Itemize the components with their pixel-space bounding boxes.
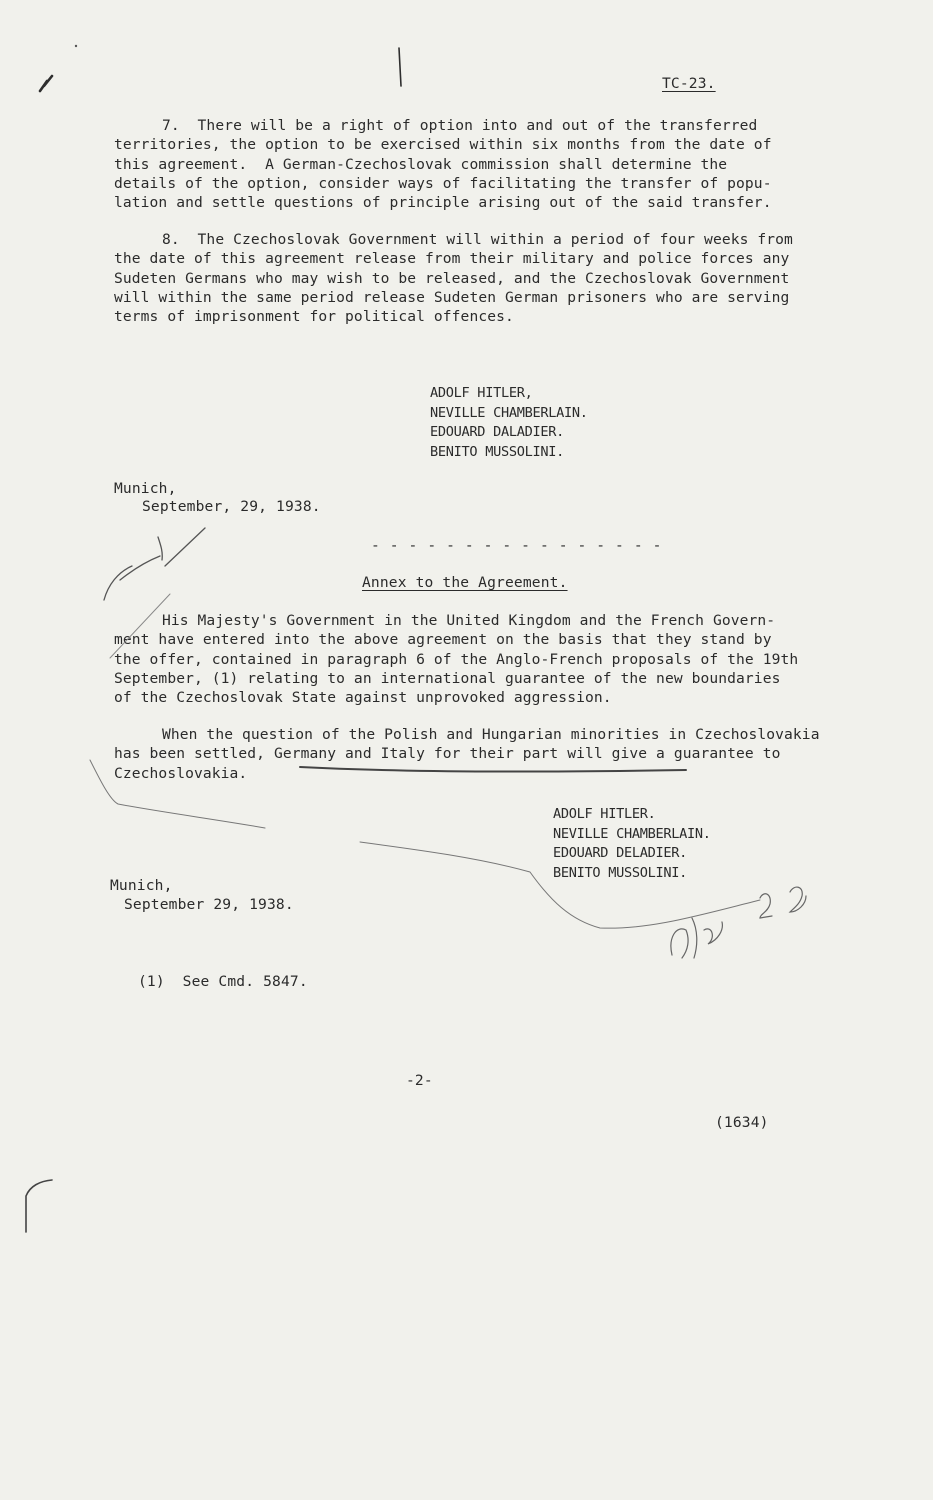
initials-scribble-icon: [671, 887, 806, 958]
paragraph-line: territories, the option to be exercised within six months from the date of: [114, 136, 772, 154]
document-reference: TC-23.: [662, 75, 716, 92]
paragraph-line: lation and settle questions of principle arising out of the said transfer.: [114, 194, 772, 212]
paragraph-8: [114, 230, 793, 326]
paragraph-line: this agreement. A German-Czechoslovak commission shall determine the: [114, 155, 728, 173]
scan-stroke: [399, 48, 401, 86]
place-munich-annex: Munich,: [110, 877, 173, 894]
paragraph-line: has been settled, Germany and Italy for their part will give a guarantee to: [114, 745, 781, 763]
annex-title: Annex to the Agreement.: [362, 574, 568, 591]
paragraph-line: 8. The Czechoslovak Government will within a period of four weeks from: [162, 231, 793, 248]
paragraph-line: Czechoslovakia.: [114, 764, 248, 782]
paragraph-line: When the question of the Polish and Hungarian minorities in Czechoslovakia: [162, 726, 820, 743]
signatory: EDOUARD DALADIER.: [430, 424, 565, 440]
paragraph-line: the offer, contained in paragraph 6 of the Anglo-French proposals of the 19th: [114, 650, 799, 668]
signatory: NEVILLE CHAMBERLAIN.: [430, 404, 588, 421]
signatory: BENITO MUSSOLINI.: [553, 864, 688, 881]
annex-paragraph-2: [114, 725, 820, 783]
paragraph-7: [114, 116, 772, 212]
paragraph-line: Sudeten Germans who may wish to be released, and the Czechoslovak Government: [114, 269, 790, 287]
signatory: NEVILLE CHAMBERLAIN.: [553, 825, 711, 842]
paragraph-line: of the Czechoslovak State against unprovoked aggression.: [114, 689, 612, 707]
signatory: EDOUARD DELADIER.: [553, 845, 688, 861]
tick-mark-icon: [40, 76, 52, 91]
date-line: September, 29, 1938.: [142, 498, 321, 515]
paragraph-line: His Majesty's Government in the United Kingdom and the French Govern-: [162, 612, 776, 629]
signatories-block: [430, 384, 588, 462]
paragraph-line: the date of this agreement release from their military and police forces any: [114, 250, 790, 268]
annex-signatories-block: [553, 805, 711, 883]
annex-date-line: September 29, 1938.: [124, 896, 294, 913]
binding-mark: [26, 1180, 52, 1232]
signatory: ADOLF HITLER,: [430, 385, 533, 401]
paragraph-line: terms of imprisonment for political offences.: [114, 308, 514, 326]
scan-dot: [75, 45, 77, 47]
place-munich: Munich,: [114, 480, 177, 497]
paragraph-line: September, (1) relating to an international guarantee of the new boundaries: [114, 669, 781, 687]
signatory: BENITO MUSSOLINI.: [430, 443, 565, 460]
annex-check-mark-icon: [104, 528, 205, 600]
paragraph-line: 7. There will be a right of option into and out of the transferred: [162, 117, 758, 134]
document-number: (1634): [715, 1114, 769, 1131]
separator: - - - - - - - - - - - - - - - -: [371, 537, 662, 554]
page-number: -2-: [406, 1072, 433, 1089]
signatory: ADOLF HITLER.: [553, 806, 656, 822]
annex-paragraph-1: [114, 611, 798, 707]
paragraph-line: will within the same period release Sudeten German prisoners who are serving: [114, 288, 790, 306]
paragraph-line: ment have entered into the above agreement on the basis that they stand by: [114, 631, 772, 649]
footnote: (1) See Cmd. 5847.: [138, 973, 308, 990]
paragraph-line: details of the option, consider ways of facilitating the transfer of popu-: [114, 174, 772, 192]
